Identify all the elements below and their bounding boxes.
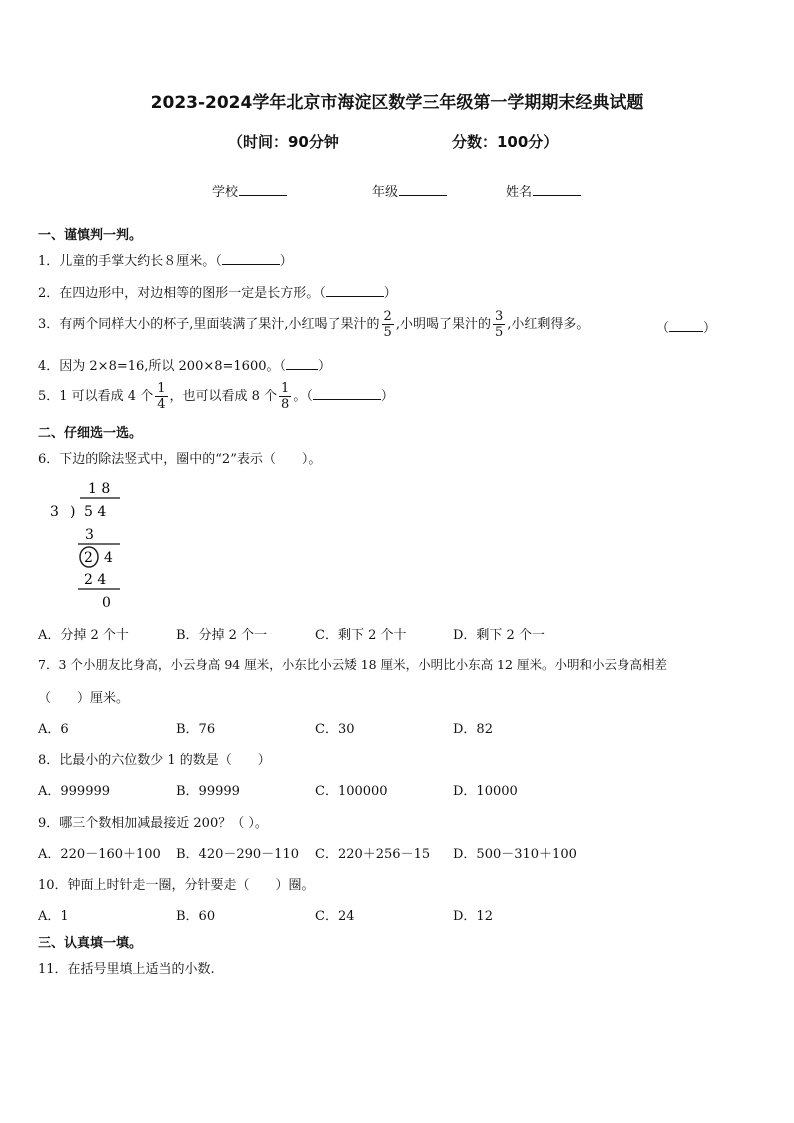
fraction-3-5: $\frac{3}{5}$ (494, 309, 504, 340)
fraction-1-8: $\frac{1}{8}$ (281, 381, 290, 412)
section-1-heading: 一、谨慎判一判。 (38, 228, 143, 243)
remainder-digit: 4 (104, 550, 113, 566)
svg-text:): ) (70, 504, 76, 520)
exam-time: （时间：90分钟 (228, 133, 339, 151)
subtract-2: 2 4 (84, 572, 107, 588)
q10-option-d[interactable]: D．12 (453, 909, 493, 924)
name-field (506, 181, 581, 200)
quotient: 1 8 (88, 481, 111, 497)
q7-option-d[interactable]: D．82 (453, 722, 493, 737)
q6-option-a[interactable]: A．分掉 2 个十 (38, 628, 129, 643)
exam-score: 分数：100分） (452, 133, 559, 151)
school-field (212, 181, 287, 200)
section-2-heading: 二、仔细选一选。 (38, 426, 143, 441)
long-division-figure (44, 476, 154, 616)
school-blank[interactable] (239, 183, 287, 196)
q6-option-b[interactable]: B．分掉 2 个一 (176, 628, 268, 643)
question-2: 2．在四边形中，对边相等的图形一定是长方形。（ ） (38, 286, 397, 301)
question-4: 4．因为 2×8=16,所以 200×8=1600。（ ） (38, 359, 332, 374)
q10-option-b[interactable]: B．60 (176, 909, 216, 924)
q9-option-c[interactable]: C．220＋256－15 (315, 847, 431, 862)
page-title: 2023-2024学年北京市海淀区数学三年级第一学期期末经典试题 (150, 93, 644, 113)
q6-option-d[interactable]: D．剩下 2 个一 (453, 628, 545, 643)
name-blank[interactable] (533, 183, 581, 196)
grade-label: 年级 (372, 185, 399, 200)
question-11: 11．在括号里填上适当的小数. (38, 962, 215, 977)
q10-option-c[interactable]: C．24 (315, 909, 355, 924)
q9-option-d[interactable]: D．500－310＋100 (453, 847, 577, 862)
final-remainder: 0 (102, 595, 111, 611)
q10-option-a[interactable]: A．1 (38, 909, 69, 924)
q8-option-c[interactable]: C．100000 (315, 784, 388, 799)
grade-field (372, 181, 447, 200)
q8-option-b[interactable]: B．99999 (176, 784, 240, 799)
name-label: 姓名 (506, 185, 533, 200)
q8-option-d[interactable]: D．10000 (453, 784, 518, 799)
q6-option-c[interactable]: C．剩下 2 个十 (315, 628, 407, 643)
answer-blank-3[interactable] (669, 320, 703, 332)
dividend: 5 4 (84, 504, 107, 520)
answer-blank-4[interactable] (286, 358, 318, 370)
subtract-1: 3 (85, 527, 94, 543)
question-8: 8．比最小的六位数少 1 的数是（ ） (38, 753, 271, 768)
q9-option-a[interactable]: A．220－160＋100 (38, 847, 161, 862)
q7-option-a[interactable]: A．6 (38, 722, 69, 737)
q7-option-b[interactable]: B．76 (176, 722, 216, 737)
school-label: 学校 (212, 185, 239, 200)
question-9: 9．哪三个数相加减最接近 200？（ ）。 (38, 816, 268, 831)
question-7: 7．3 个小朋友比身高，小云身高 94 厘米，小东比小云矮 18 厘米，小明比小东高 12 厘米。小明和小云身高相差 (38, 657, 667, 672)
grade-blank[interactable] (399, 183, 447, 196)
answer-paren-3: （ ） (656, 321, 717, 336)
question-7-line-2: （ ）厘米。 (38, 691, 130, 706)
answer-blank-1[interactable] (222, 253, 280, 265)
question-10: 10．钟面上时针走一圈，分针要走（ ）圈。 (38, 878, 315, 893)
q8-option-a[interactable]: A．999999 (38, 784, 111, 799)
fraction-1-4: $\frac{1}{4}$ (157, 381, 166, 412)
section-3-heading: 三、认真填一填。 (38, 936, 143, 951)
question-5: 5．1 可以看成 4 个 $\frac{1}{4}$ ，也可以看成 8 个 $\frac{1}{8}$ 。（ ） (38, 381, 394, 412)
q7-option-c[interactable]: C．30 (315, 722, 355, 737)
q9-option-b[interactable]: B．420－290－110 (176, 847, 299, 862)
answer-blank-2[interactable] (326, 285, 384, 297)
question-3: 3．有两个同样大小的杯子,里面装满了果汁,小红喝了果汁的 $\frac{2}{5}$ ,小明喝了果汁的 $\frac{3}{5}$ ,小红剩得多。 (38, 309, 590, 340)
answer-blank-5[interactable] (313, 388, 381, 400)
fraction-2-5: $\frac{2}{5}$ (383, 309, 392, 340)
divisor: 3 (50, 504, 59, 520)
question-1: 1．儿童的手掌大约长８厘米。（ ） (38, 254, 293, 269)
question-6: 6．下边的除法竖式中，圈中的“2”表示（ ）。 (38, 452, 322, 467)
circled-digit: 2 (84, 550, 93, 566)
